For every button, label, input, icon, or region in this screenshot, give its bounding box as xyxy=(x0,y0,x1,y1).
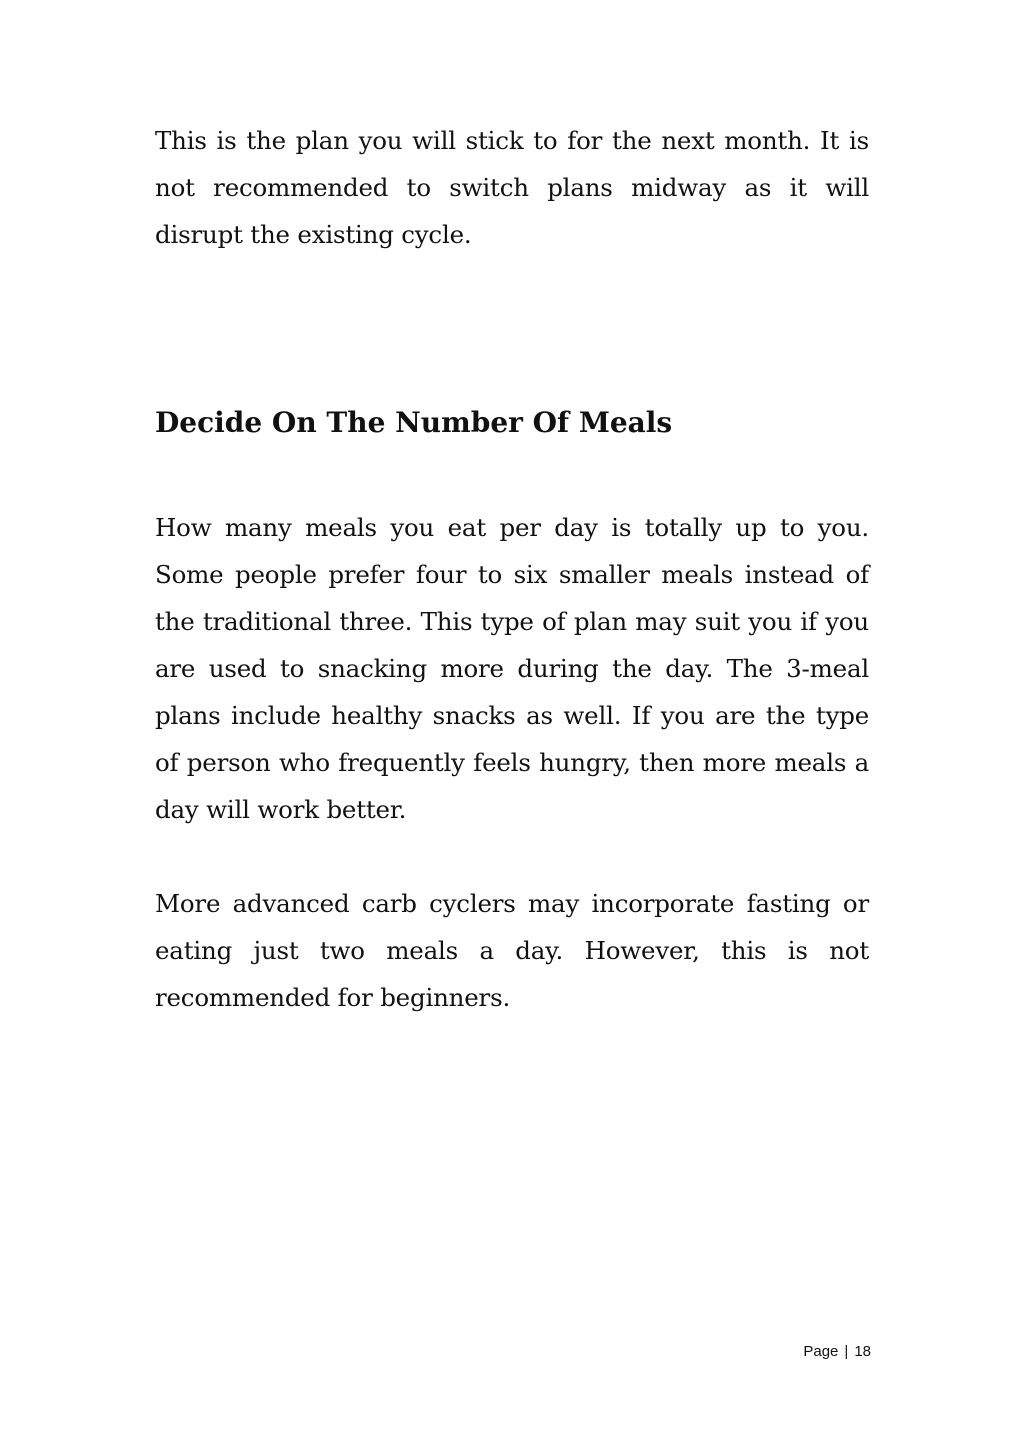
page-separator: | xyxy=(844,1343,849,1360)
advanced-paragraph: More advanced carb cyclers may incorporate fasting or eating just two meals a day. However, this is not recommended for beginners. xyxy=(155,889,869,1012)
intro-paragraph: This is the plan you will stick to for the next month. It is not recommended to switch plans midway as it will disrupt the existing cycle. xyxy=(155,126,869,249)
page-label: Page xyxy=(803,1343,839,1360)
meals-paragraph: How many meals you eat per day is totally up to you. Some people prefer four to six smaller meals instead of the traditional three. This type of plan may suit you if you are used to snacking more during the day. The 3-meal plans include healthy snacks as well. If you are the type of person who frequently feels hungry, then more meals a day will work better. xyxy=(155,513,869,824)
page-number: 18 xyxy=(854,1343,871,1360)
page-footer xyxy=(803,1341,871,1363)
section-heading: Decide On The Number Of Meals xyxy=(155,406,673,439)
